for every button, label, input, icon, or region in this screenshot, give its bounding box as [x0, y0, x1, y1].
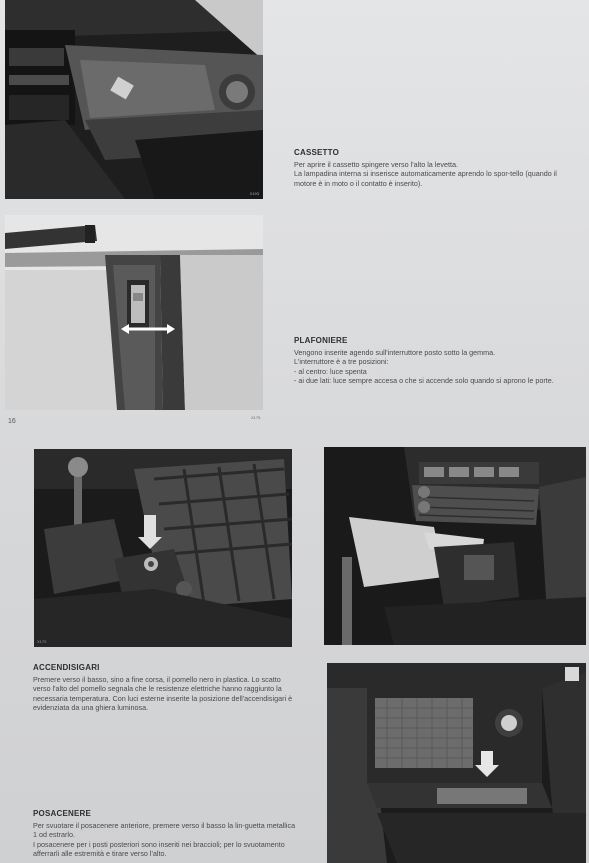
cassetto-paragraph: Per aprire il cassetto spingere verso l'alto la levetta.	[294, 160, 458, 169]
posacenere-title: POSACENERE	[33, 809, 92, 818]
plafoniere-list	[294, 367, 562, 386]
photo-code: X170	[37, 639, 47, 644]
posacenere-text	[33, 821, 299, 859]
accendisigari-paragraph: Premere verso il basso, sino a fine corsa, il pomello nero in plastica. Lo scatto verso l'alto del pomello segnala che le resistenze elettriche hanno raggiunto la necessaria temperatura. Con luci esterne inserite la posizione dell'accendisigari è evidenziata da una ghiera luminosa.	[33, 675, 293, 713]
page-number: 16	[8, 418, 16, 425]
dome-light-photo	[5, 215, 263, 420]
list-item: - ai due lati: luce sempre accesa o che si accende solo quando si aprono le porte.	[294, 376, 554, 386]
photo-code: X175	[251, 415, 261, 420]
posacenere-paragraph: Per svuotare il posacenere anteriore, premere verso il basso la lin-guetta metallica 1 od estrarlo.	[33, 821, 296, 840]
glovebox-photo	[5, 0, 263, 199]
accendisigari-text	[33, 675, 299, 713]
cassetto-paragraph: La lampadina interna si inserisce automaticamente aprendo lo spor-tello (quando il motore è in moto o il contatto è inserito).	[294, 169, 557, 188]
plafoniere-paragraph: Vengono inserite agendo sull'interruttore posto sotto la gemma.	[294, 348, 496, 357]
accendisigari-title: ACCENDISIGARI	[33, 663, 100, 672]
console-hand-photo	[324, 447, 586, 645]
plafoniere-text	[294, 348, 562, 386]
plafoniere-title: PLAFONIERE	[294, 336, 348, 345]
lighter-photo	[34, 449, 292, 647]
list-item: - al centro: luce spenta	[294, 366, 367, 376]
posacenere-paragraph: I posacenere per i posti posteriori sono inseriti nei braccioli; per lo svuotamento afferrarli alle estremità e tirare verso l'alto.	[33, 839, 285, 859]
cassetto-title: CASSETTO	[294, 148, 340, 157]
plafoniere-paragraph: L'interruttore è a tre posizioni:	[294, 357, 389, 367]
cassetto-text	[294, 160, 562, 188]
photo-code: X193	[249, 191, 259, 196]
ashtray-photo	[327, 663, 586, 863]
